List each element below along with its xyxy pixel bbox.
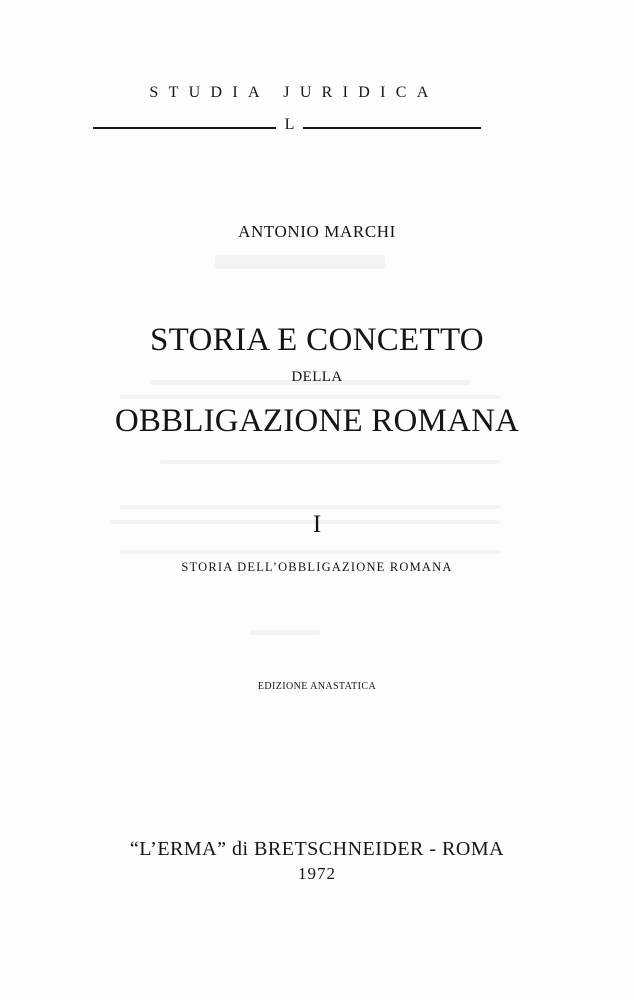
title-line-2: DELLA <box>291 369 343 385</box>
title-line-1: STORIA E CONCETTO <box>150 322 484 358</box>
part-title: STORIA DELL’OBBLIGAZIONE ROMANA <box>181 560 453 574</box>
part-number: I <box>312 511 322 538</box>
title-line-3: OBBLIGAZIONE ROMANA <box>114 403 520 439</box>
edition-note: EDIZIONE ANASTATICA <box>257 681 377 692</box>
series-rule-right <box>303 127 481 129</box>
series-rule-left <box>93 127 276 129</box>
series-title: STUDIA JURIDICA <box>149 84 439 101</box>
author-name: ANTONIO MARCHI <box>238 222 396 241</box>
publisher: “L’ERMA” di BRETSCHNEIDER - ROMA <box>129 838 505 860</box>
publication-year: 1972 <box>298 864 336 883</box>
series-volume-number: L <box>284 116 295 133</box>
